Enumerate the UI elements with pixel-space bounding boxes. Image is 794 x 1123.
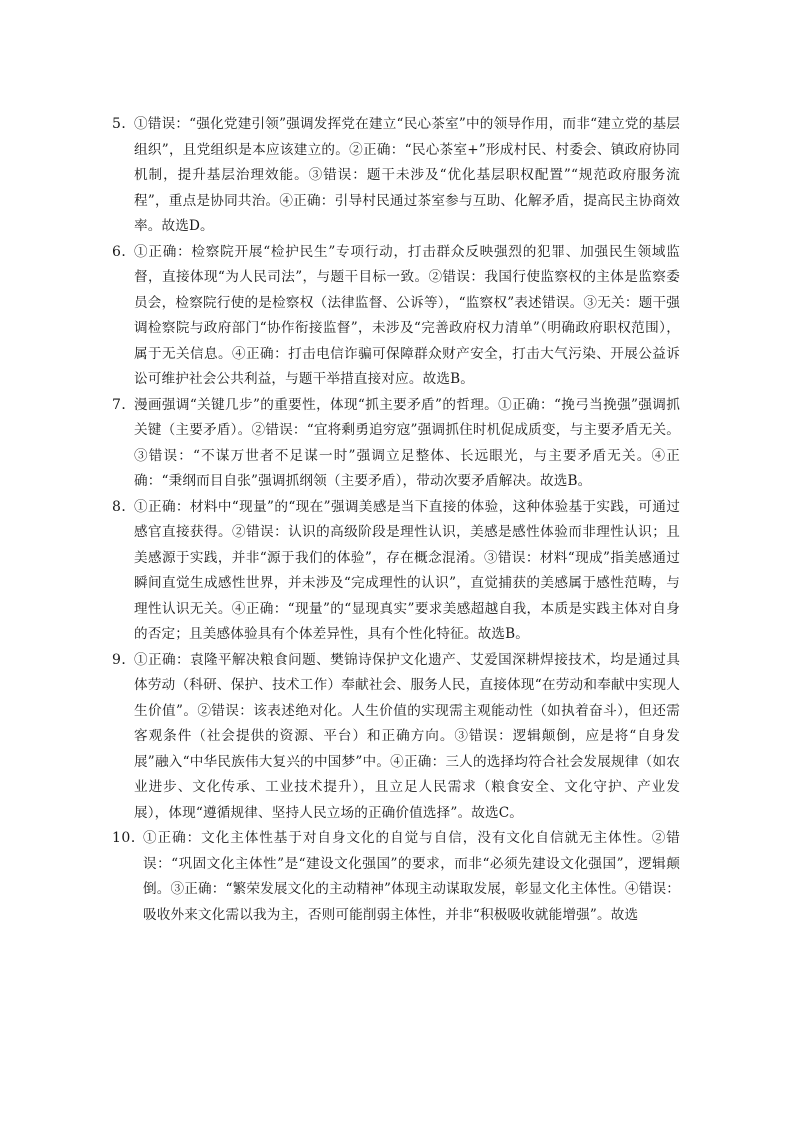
item-number: 9． [112,651,136,668]
answer-item-7 [112,393,680,495]
item-text: ①正确：检察院开展“检护民生”专项行动，打击群众反映强烈的犯罪、加强民生领域监督，直接体现“为人民司法”，与题干目标一致。②错误：我国行使监察权的主体是监察委员会，检察院行使的是检察权（法律监督、公诉等），“监察权”表述错误。③无关：题干强调检察院与政府部门“协作衔接监督”，未涉及“完善政府权力清单”（明确政府职权范围），属于无关信息。④正确：打击电信诈骗可保障群众财产安全，打击大气污染、开展公益诉讼可维护社会公共利益，与题干举措直接对应。故选B。 [134,243,680,387]
answer-item-10 [112,826,680,928]
item-number: 5． [112,116,136,132]
item-text: ①正确：文化主体性基于对自身文化的自觉与自信，没有文化自信就无主体性。②错误：“巩固文化主体性”是“建设文化强国”的要求，而非“必须先建设文化强国”，逻辑颠倒。③正确：“繁荣发展文化的主动精神”体现主动谋取发展，彰显文化主体性。④错误：吸收外来文化需以我为主，否则可能削弱主体性，并非“积极吸收就能增强”。故选 [143,830,680,923]
item-number: 8． [112,498,136,515]
answer-item-8 [112,495,680,648]
item-number: 6． [112,243,136,260]
item-text: ①正确：袁隆平解决粮食问题、樊锦诗保护文化遗产、艾爱国深耕焊接技术，均是通过具体劳动（科研、保护、技术工作）奉献社会、服务人民，直接体现“在劳动和奉献中实现人生价值”。②错误：该表述绝对化。人生价值的实现需主观能动性（如执着奋斗），但还需客观条件（社会提供的资源、平台）和正确方向。③错误：逻辑颠倒，应是将“自身发展”融入“中华民族伟大复兴的中国梦”中。④正确：三人的选择均符合社会发展规律（如农业进步、文化传承、工业技术提升），且立足人民需求（粮食安全、文化守护、产业发展），体现“遵循规律、坚持人民立场的正确价值选择”。故选C。 [134,651,680,821]
item-text: 漫画强调“关键几步”的重要性，体现“抓主要矛盾”的哲理。①正确：“挽弓当挽强”强调抓关键（主要矛盾）。②错误：“宜将剩勇追穷寇”强调抓住时机促成质变，与主要矛盾无关。③错误：“不谋万世者不足谋一时”强调立足整体、长远眼光，与主要矛盾无关。④正确：“秉纲而目自张”强调抓纲领（主要矛盾），带动次要矛盾解决。故选B。 [134,396,680,489]
item-number: 7． [112,396,136,413]
item-text: ①错误：“强化党建引领”强调发挥党在建立“民心茶室”中的领导作用，而非“建立党的基层组织”，且党组织是本应该建立的。②正确：“民心茶室+”形成村民、村委会、镇政府协同机制，提升基层治理效能。③错误：题干未涉及“优化基层职权配置”“规范政府服务流程”，重点是协同共治。④正确：引导村民通过茶室参与互助、化解矛盾，提高民主协商效率。故选D。 [134,116,680,234]
answer-item-9 [112,648,680,827]
item-text: ①正确：材料中“现量”的“现在”强调美感是当下直接的体验，这种体验基于实践，可通过感官直接获得。②错误：认识的高级阶段是理性认识，美感是感性体验而非理性认识；且美感源于实践，并非“源于我们的体验”，存在概念混淆。③错误：材料“现成”指美感通过瞬间直觉生成感性世界，并未涉及“完成理性的认识”，直觉捕获的美感属于感性范畴，与理性认识无关。④正确：“现量”的“显现真实”要求美感超越自我，本质是实践主体对自身的否定；且美感体验具有个体差异性，具有个性化特征。故选B。 [134,498,680,642]
answer-item-6 [112,240,680,393]
answer-item-5 [112,112,680,240]
item-number: 10． [112,830,146,846]
answer-explanations [112,112,680,928]
